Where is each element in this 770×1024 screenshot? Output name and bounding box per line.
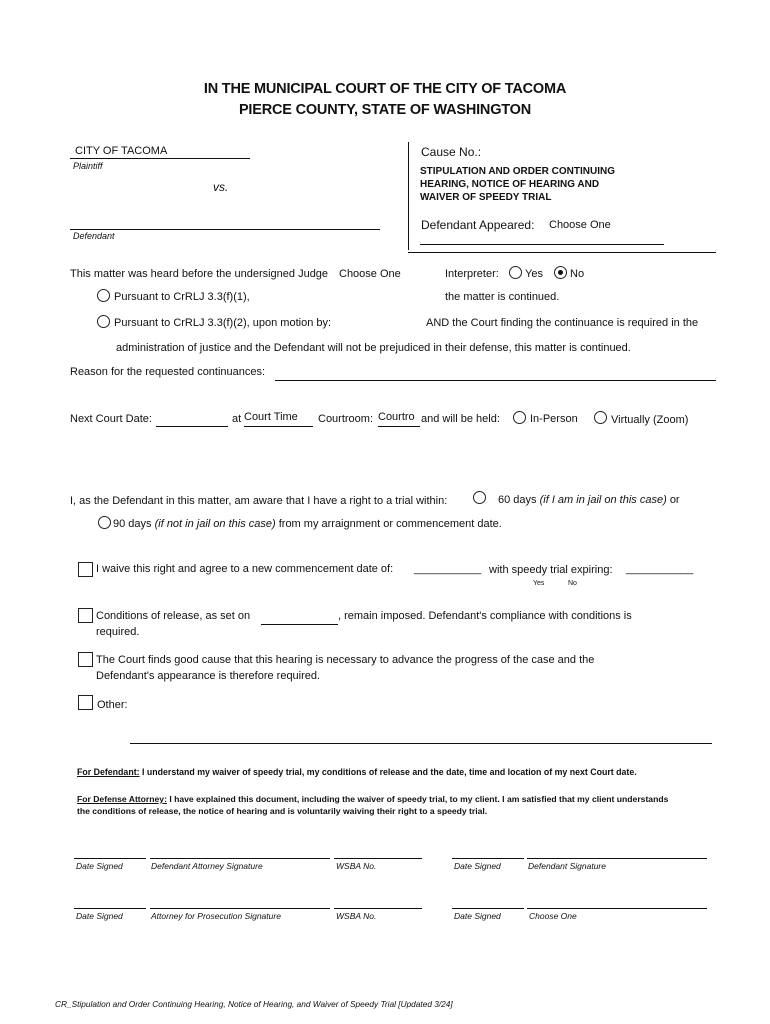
expiring-yes-label: Yes [533,580,545,587]
caption-bottom-rule [408,252,716,253]
pursuant-f2-radio[interactable] [97,315,110,328]
ninety-days-line [113,518,502,530]
court-title: IN THE MUNICIPAL COURT OF THE CITY OF TACOMA [203,81,567,97]
appeared-dropdown[interactable]: Choose One [549,219,611,231]
sig2-date-label: Date Signed [76,911,123,921]
pursuant-f1-label: Pursuant to CrRLJ 3.3(f)(1), [114,291,250,303]
other-checkbox[interactable] [78,695,93,710]
expiring-date-field[interactable]: ___________ [626,563,694,575]
virtual-label: Virtually (Zoom) [611,414,689,426]
conditions-text-b: , remain imposed. Defendant's compliance with conditions is [338,610,632,622]
sig2-prosecution-label: Attorney for Prosecution Signature [151,911,281,921]
pursuant-f1-radio[interactable] [97,289,110,302]
sig1-attorney-line[interactable] [150,858,330,859]
sig1-date-line[interactable] [74,858,146,859]
sig1-def-date-label: Date Signed [454,861,501,871]
conditions-date-field[interactable] [261,609,338,625]
next-date-field[interactable] [156,412,228,427]
doc-title-2: HEARING, NOTICE OF HEARING AND [420,179,600,190]
reason-label: Reason for the requested continuances: [70,366,266,378]
continued-text: the matter is continued. [445,291,560,303]
conditions-text-a: Conditions of release, as set on [96,610,251,622]
reason-field[interactable] [275,366,716,381]
in-person-radio[interactable] [513,411,526,424]
plaintiff-name: CITY OF TACOMA [75,145,168,157]
sig1-def-date-line[interactable] [452,858,524,859]
defendant-label: Defendant [73,231,115,241]
county-title: PIERCE COUNTY, STATE OF WASHINGTON [238,102,532,118]
interpreter-label: Interpreter: [445,268,499,280]
motion-by-field[interactable] [340,316,425,330]
appeared-label: Defendant Appeared: [421,218,535,232]
ninety-days-radio[interactable] [98,516,111,529]
sixty-days-line [498,494,680,506]
administration-text: administration of justice and the Defendant will not be prejudiced in their defense, this matter is continued. [116,342,631,354]
other-field[interactable] [130,728,712,744]
attorney-ack-label: For Defense Attorney: [77,794,167,804]
ninety-days-tail: from my arraignment or commencement date. [278,518,502,530]
heard-text: This matter was heard before the undersigned Judge [70,268,329,280]
other-label: Other: [97,699,128,711]
ninety-days-note: (if not in jail on this case) [154,518,276,530]
at-label: at [232,413,242,425]
plaintiff-line [70,158,250,159]
judge-dropdown[interactable]: Choose One [339,268,401,280]
sig1-wsba-label: WSBA No. [336,861,377,871]
sig1-defendant-line[interactable] [527,858,707,859]
good-cause-text-b: Defendant's appearance is therefore required. [96,670,321,682]
next-date-label: Next Court Date: [70,413,152,425]
defendant-name-field[interactable] [70,214,380,230]
interpreter-yes-label: Yes [525,268,543,280]
expiring-no-label: No [568,580,577,587]
doc-title-1: STIPULATION AND ORDER CONTINUING [420,166,615,177]
sig1-attorney-label: Defendant Attorney Signature [151,861,263,871]
sig2-prosecution-line[interactable] [150,908,330,909]
footer-text: CR_Stipulation and Order Continuing Hearing, Notice of Hearing, and Waiver of Speedy Trial [Updated 3/24] [55,999,453,1009]
sig2-choose-dropdown[interactable]: Choose One [529,911,577,921]
sig2-wsba-label: WSBA No. [336,911,377,921]
courtroom-label: Courtroom: [318,413,374,425]
attorney-ack [77,794,668,804]
waive-text: I waive this right and agree to a new commencement date of: [96,563,394,575]
interpreter-no-label: No [570,268,585,280]
expiring-label: with speedy trial expiring: [489,564,613,576]
caption-divider [408,142,409,250]
sig2-date-line[interactable] [74,908,146,909]
waive-checkbox[interactable] [78,562,93,577]
defendant-ack [77,767,637,777]
or-label: or [669,494,680,506]
sixty-days-note: (if I am in jail on this case) [539,494,667,506]
sixty-days-radio[interactable] [473,491,486,504]
court-time-field[interactable]: Court Time [244,411,313,427]
commencement-date-field[interactable]: ___________ [414,563,482,575]
interpreter-no-radio[interactable] [554,266,567,279]
courtroom-field[interactable]: Courtro [378,411,420,427]
good-cause-checkbox[interactable] [78,652,93,667]
ninety-days-label: 90 days [113,518,152,530]
held-label: and will be held: [421,413,500,425]
and-court-text: AND the Court finding the continuance is required in the [426,317,699,329]
pursuant-f2-label: Pursuant to CrRLJ 3.3(f)(2), upon motion by: [114,317,332,329]
sig2-choose-line[interactable] [527,908,707,909]
appeared-line [420,244,664,245]
doc-title-3: WAIVER OF SPEEDY TRIAL [420,192,552,203]
attorney-ack-text-1: I have explained this document, including the waiver of speedy trial, to my client. I am satisfied that my client understands [166,794,669,804]
sixty-days-label: 60 days [498,494,537,506]
conditions-checkbox[interactable] [78,608,93,623]
defendant-ack-text: I understand my waiver of speedy trial, my conditions of release and the date, time and location of my next Court date. [139,767,637,777]
good-cause-text-a: The Court finds good cause that this hearing is necessary to advance the progress of the case and the [96,654,595,666]
virtual-radio[interactable] [594,411,607,424]
sig1-date-label: Date Signed [76,861,123,871]
defendant-ack-label: For Defendant: [77,767,140,777]
sig2-date-label-right: Date Signed [454,911,501,921]
cause-label: Cause No.: [421,145,482,159]
interpreter-yes-radio[interactable] [509,266,522,279]
sig1-defendant-label: Defendant Signature [528,861,606,871]
vs-label: vs. [213,180,229,194]
in-person-label: In-Person [530,413,578,425]
plaintiff-label: Plaintiff [73,161,103,171]
sig2-wsba-line[interactable] [334,908,422,909]
sig2-date-line-right[interactable] [452,908,524,909]
attorney-ack-text-2: the conditions of release, the notice of hearing and is voluntarily waiving their right to a speedy trial. [77,806,488,816]
conditions-text-c: required. [96,626,140,638]
aware-text: I, as the Defendant in this matter, am aware that I have a right to a trial within: [70,495,448,507]
sig1-wsba-line[interactable] [334,858,422,859]
